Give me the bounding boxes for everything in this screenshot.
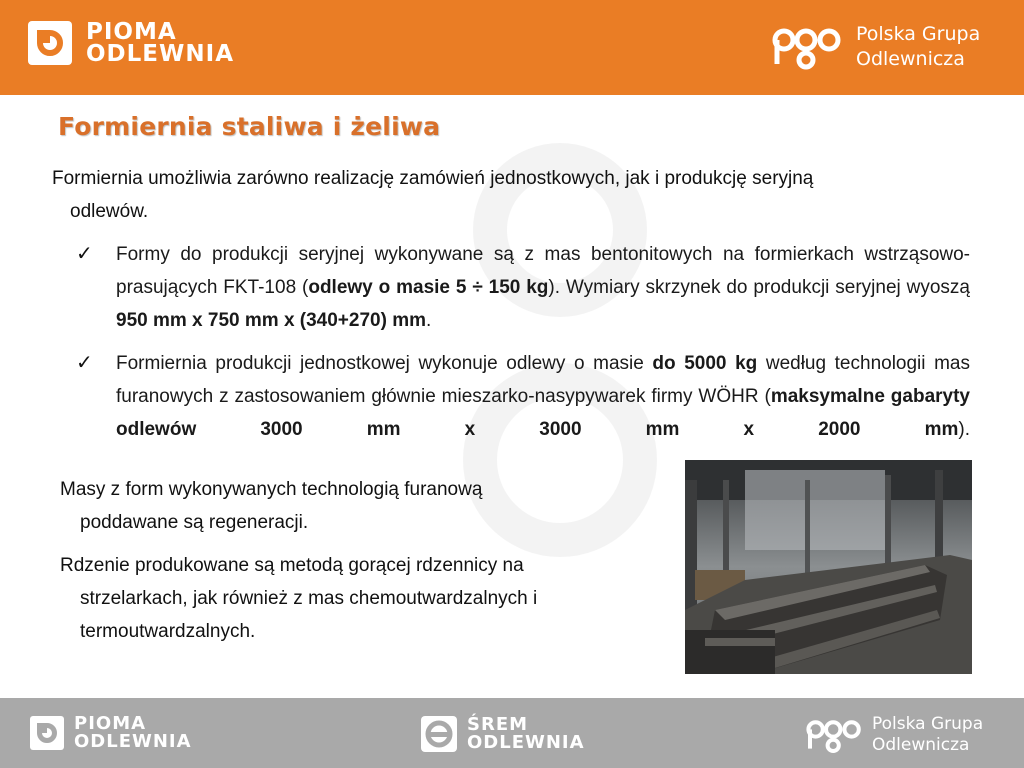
footer-pioma-logo-icon <box>30 716 64 750</box>
footer-srem-logo-icon <box>421 716 457 752</box>
pgo-logo-line2: Odlewnicza <box>856 48 965 70</box>
pioma-logo-line2: ODLEWNIA <box>86 41 234 67</box>
pioma-logo-icon <box>28 21 72 65</box>
pgo-logo-line1: Polska Grupa <box>856 23 981 45</box>
slide-title: Formiernia staliwa i żeliwa <box>58 112 441 141</box>
cores-paragraph: Rdzenie produkowane są metodą gorącej rdzennicy na strzelarkach, jak również z mas chemoutwardzalnych i termoutwardzalnych. <box>60 555 538 642</box>
bullet-item-serial <box>76 238 970 337</box>
footer-pgo-logo: Polska Grupa Odlewnicza <box>806 714 983 756</box>
footer-pioma-logo: PIOMA ODLEWNIA <box>30 715 192 751</box>
intro-paragraph <box>52 162 970 228</box>
checkmark-icon: ✓ <box>76 352 93 374</box>
checkmark-icon: ✓ <box>76 243 93 265</box>
header-bar <box>0 0 1024 95</box>
pioma-logo-line1: PIOMA <box>86 19 177 45</box>
bullet-item-single <box>76 347 970 446</box>
pgo-logo-icon <box>772 24 842 70</box>
pioma-logo <box>28 21 234 65</box>
footer-pgo-logo-icon <box>806 715 862 755</box>
regeneration-paragraph: Masy z form wykonywanych technologią furanową poddawane są regeneracji. <box>60 479 483 533</box>
intro-line2: odlewów. <box>70 201 149 222</box>
foundry-photo <box>685 460 972 674</box>
pgo-logo <box>772 22 980 72</box>
bullet-text-serial: Formy do produkcji seryjnej wykonywane są z mas bentonitowych na formierkach wstrząsowo-prasujących FKT-108 (odlewy o masie 5 ÷ 150 kg). Wymiary skrzynek do produkcji seryjnej wyoszą 950 mm x 750 mm x (340+270) mm. <box>116 244 970 331</box>
intro-line1: Formiernia umożliwia zarówno realizację zamówień jednostkowych, jak i produkcję seryjną <box>52 168 814 189</box>
bullet-text-single: Formiernia produkcji jednostkowej wykonuje odlewy o masie do 5000 kg według technologii mas furanowych z zastosowaniem głównie mieszarko-nasypywarek firmy WÖHR (maksymalne gabaryty odlewów 3000 mm x 3000 mm x 2000 mm). <box>116 353 970 440</box>
footer-srem-logo: ŚREM ODLEWNIA <box>421 716 585 752</box>
